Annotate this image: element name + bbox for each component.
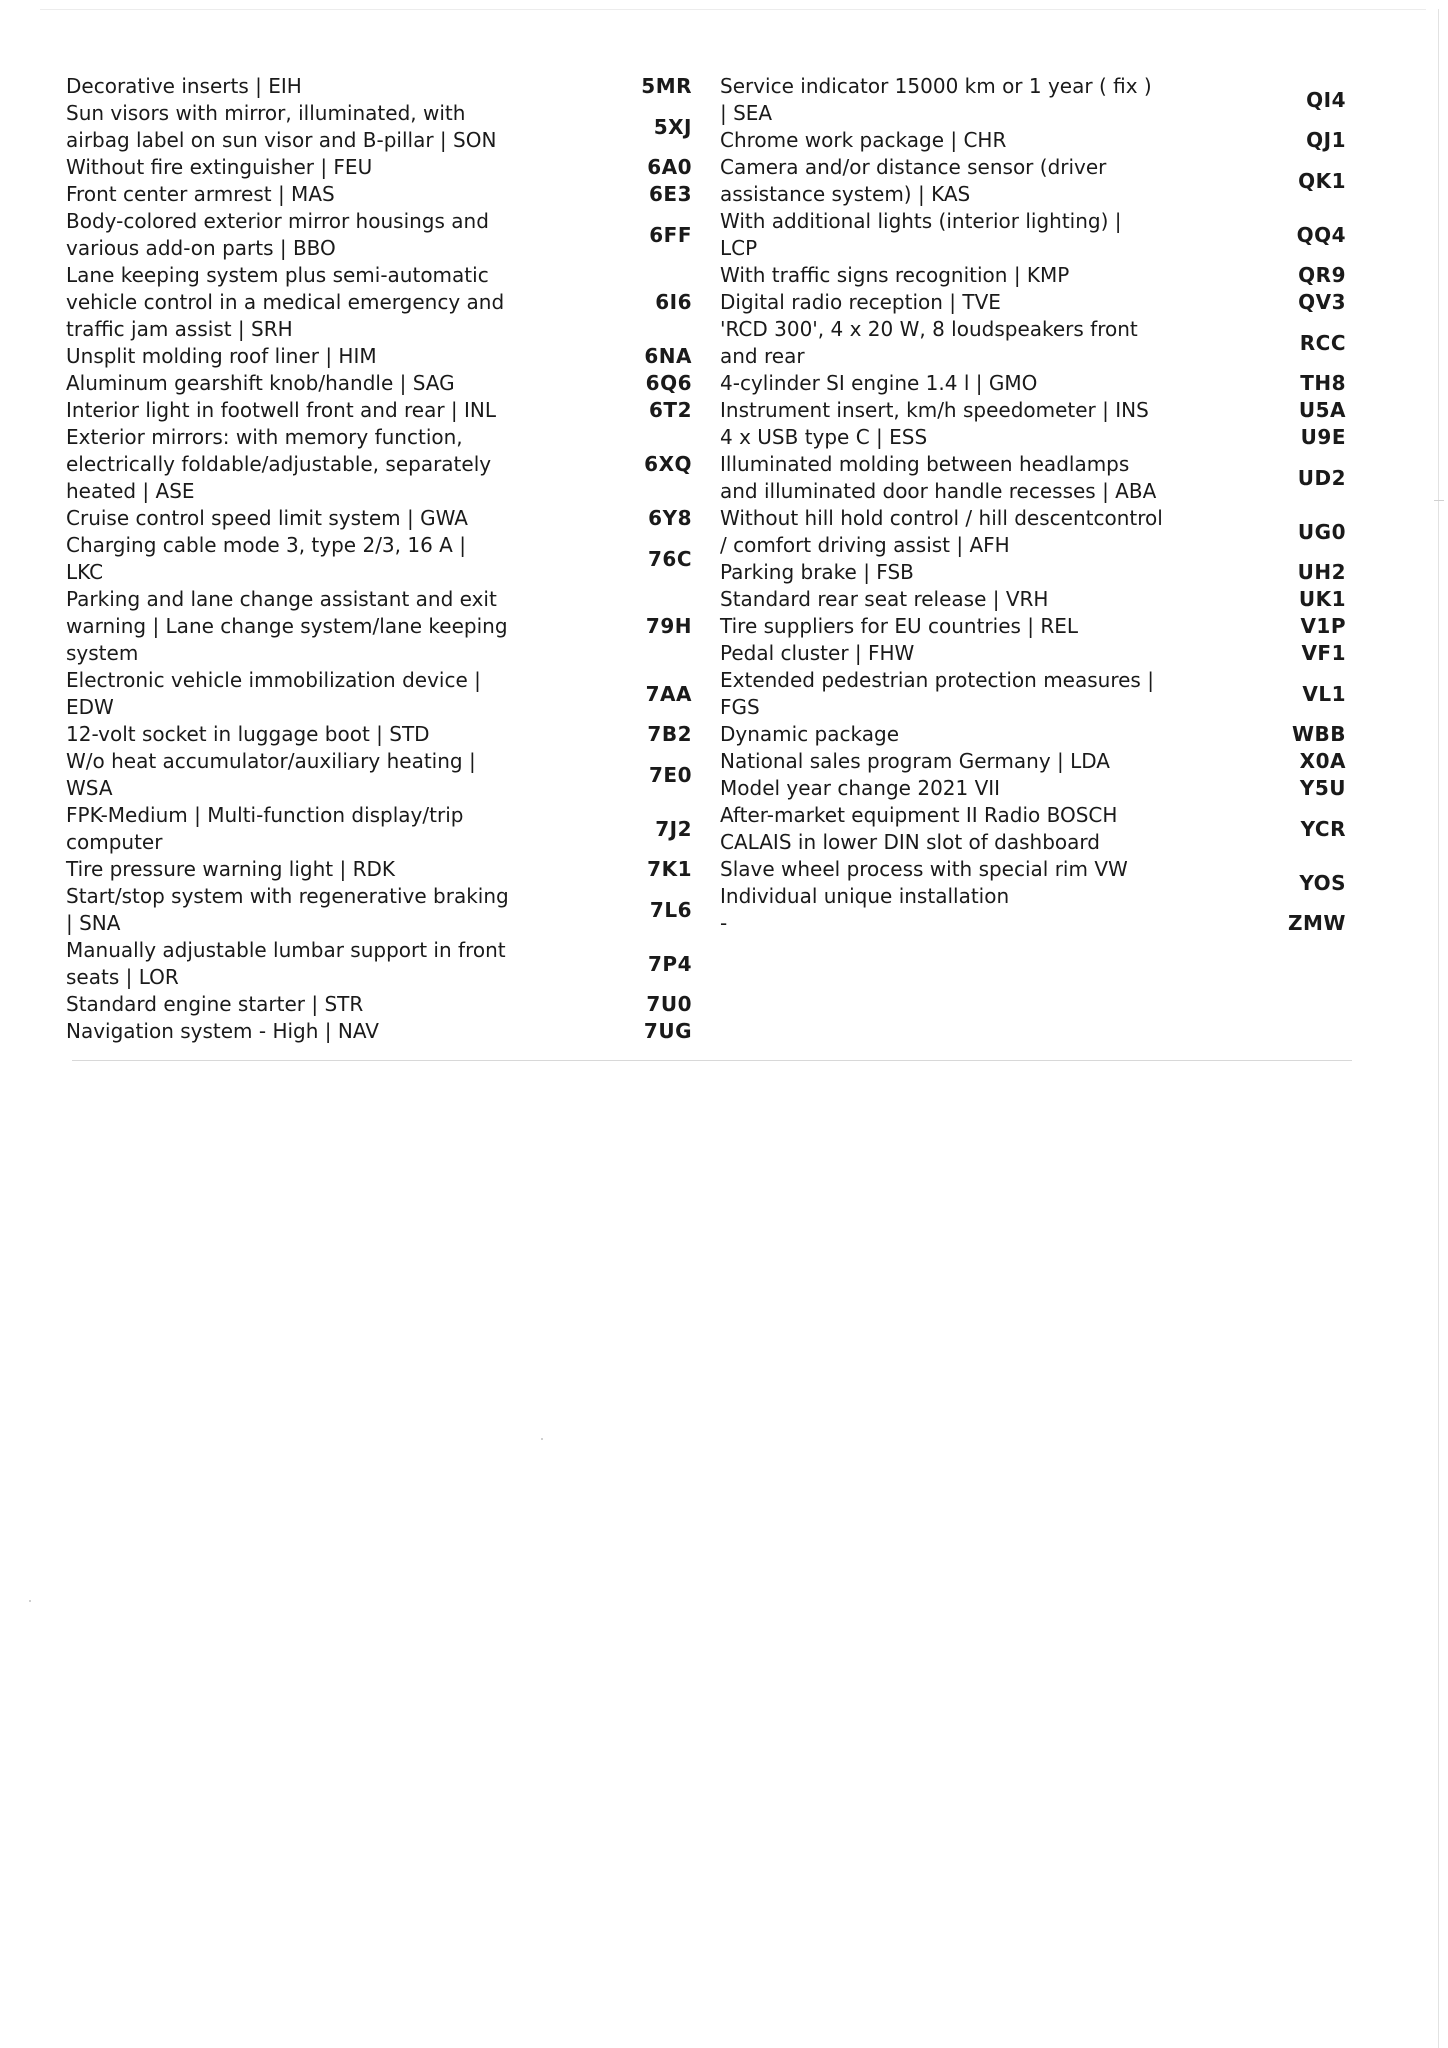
- equipment-description: Exterior mirrors: with memory function, electrically foldable/adjustable, separately heated | ASE: [66, 425, 492, 503]
- equipment-code: QV3: [1298, 290, 1346, 314]
- equipment-row: [66, 397, 692, 424]
- top-edge-line: [40, 9, 1426, 10]
- equipment-row: [66, 532, 692, 586]
- equipment-description: Without hill hold control / hill descentcontrol / comfort driving assist | AFH: [720, 506, 1163, 557]
- equipment-description: Instrument insert, km/h speedometer | INS: [720, 398, 1149, 422]
- equipment-description: Parking brake | FSB: [720, 560, 914, 584]
- equipment-code: 7E0: [649, 762, 692, 787]
- equipment-row: [720, 397, 1346, 424]
- equipment-description: Unsplit molding roof liner | HIM: [66, 344, 377, 368]
- equipment-description: Tire pressure warning light | RDK: [66, 857, 395, 881]
- equipment-description: Navigation system - High | NAV: [66, 1019, 379, 1043]
- equipment-description: W/o heat accumulator/auxiliary heating | WSA: [66, 749, 476, 800]
- equipment-description: Digital radio reception | TVE: [720, 290, 1001, 314]
- left-equipment-column: [66, 73, 692, 1045]
- equipment-row: [720, 559, 1346, 586]
- equipment-description: Electronic vehicle immobilization device | EDW: [66, 668, 481, 719]
- equipment-description: Without fire extinguisher | FEU: [66, 155, 373, 179]
- equipment-code: 7U0: [646, 992, 692, 1016]
- equipment-description: Decorative inserts | EIH: [66, 74, 302, 98]
- equipment-code: 7J2: [655, 816, 692, 841]
- equipment-code: YCR: [1300, 816, 1346, 841]
- equipment-row: [720, 586, 1346, 613]
- equipment-code: QR9: [1298, 263, 1346, 287]
- right-edge-line: [1438, 9, 1439, 2048]
- equipment-row: [66, 154, 692, 181]
- equipment-row: [720, 667, 1346, 721]
- equipment-description: Standard engine starter | STR: [66, 992, 364, 1016]
- equipment-row: [66, 856, 692, 883]
- equipment-description: Chrome work package | CHR: [720, 128, 1007, 152]
- equipment-description: 4 x USB type C | ESS: [720, 425, 928, 449]
- equipment-row: [66, 343, 692, 370]
- equipment-description: Illuminated molding between headlamps and illuminated door handle recesses | ABA: [720, 452, 1157, 503]
- equipment-code: UD2: [1297, 465, 1346, 490]
- equipment-code: 7L6: [649, 897, 692, 922]
- equipment-code: 76C: [647, 546, 692, 571]
- equipment-code: V1P: [1300, 614, 1346, 638]
- equipment-row: [720, 370, 1346, 397]
- equipment-row: [720, 910, 1346, 937]
- equipment-code: QQ4: [1296, 222, 1346, 247]
- equipment-description: 4-cylinder SI engine 1.4 l | GMO: [720, 371, 1038, 395]
- equipment-description: After-market equipment II Radio BOSCH CALAIS in lower DIN slot of dashboard: [720, 803, 1118, 854]
- equipment-code: 6Q6: [645, 371, 692, 395]
- equipment-row: [720, 316, 1346, 370]
- equipment-row: [66, 505, 692, 532]
- equipment-row: [66, 883, 692, 937]
- scan-speck: [541, 1438, 543, 1440]
- equipment-code: VL1: [1302, 681, 1346, 706]
- equipment-row: [720, 127, 1346, 154]
- right-equipment-column: [720, 73, 1346, 937]
- equipment-code: 6NA: [644, 344, 692, 368]
- equipment-description: Dynamic package: [720, 722, 899, 746]
- scan-speck: [29, 1600, 31, 1602]
- equipment-description: -: [720, 911, 728, 935]
- equipment-description: Start/stop system with regenerative braking | SNA: [66, 884, 509, 935]
- equipment-code: QJ1: [1306, 128, 1346, 152]
- equipment-code: 6I6: [655, 290, 692, 314]
- equipment-row: [720, 775, 1346, 802]
- equipment-row: [66, 100, 692, 154]
- equipment-code: 79H: [645, 614, 692, 638]
- equipment-row: [66, 667, 692, 721]
- equipment-description: Standard rear seat release | VRH: [720, 587, 1049, 611]
- equipment-row: [66, 73, 692, 100]
- equipment-description: Extended pedestrian protection measures | FGS: [720, 668, 1154, 719]
- equipment-description: Parking and lane change assistant and exit warning | Lane change system/lane keeping system: [66, 587, 508, 665]
- equipment-description: 12-volt socket in luggage boot | STD: [66, 722, 430, 746]
- equipment-row: [66, 937, 692, 991]
- equipment-row: [720, 73, 1346, 127]
- equipment-row: [66, 748, 692, 802]
- equipment-description: Service indicator 15000 km or 1 year ( fix ) | SEA: [720, 74, 1152, 125]
- equipment-code: U9E: [1300, 425, 1346, 449]
- equipment-code: 7AA: [645, 681, 692, 706]
- equipment-description: Aluminum gearshift knob/handle | SAG: [66, 371, 455, 395]
- equipment-row: [720, 640, 1346, 667]
- equipment-description: Manually adjustable lumbar support in front seats | LOR: [66, 938, 506, 989]
- equipment-row: [66, 262, 692, 343]
- equipment-code: 6FF: [649, 222, 692, 247]
- equipment-code: 5MR: [641, 74, 692, 98]
- equipment-row: [720, 262, 1346, 289]
- equipment-description: Sun visors with mirror, illuminated, with airbag label on sun visor and B-pillar | SON: [66, 101, 497, 152]
- equipment-row: [720, 424, 1346, 451]
- equipment-row: [720, 856, 1346, 910]
- equipment-code: 6XQ: [644, 452, 692, 476]
- equipment-code: UH2: [1297, 560, 1346, 584]
- equipment-row: [720, 154, 1346, 208]
- equipment-description: Front center armrest | MAS: [66, 182, 335, 206]
- equipment-description: Charging cable mode 3, type 2/3, 16 A | LKC: [66, 533, 466, 584]
- equipment-row: [66, 991, 692, 1018]
- equipment-code: 7B2: [647, 722, 692, 746]
- equipment-row: [720, 721, 1346, 748]
- equipment-row: [66, 208, 692, 262]
- equipment-code: UK1: [1298, 587, 1346, 611]
- equipment-row: [720, 748, 1346, 775]
- equipment-description: Slave wheel process with special rim VW Individual unique installation: [720, 857, 1128, 908]
- equipment-code: 6A0: [647, 155, 692, 179]
- equipment-code: UG0: [1297, 519, 1346, 544]
- equipment-code: VF1: [1301, 641, 1346, 665]
- equipment-code: YOS: [1299, 870, 1346, 895]
- equipment-description: Model year change 2021 VII: [720, 776, 1001, 800]
- equipment-code: Y5U: [1299, 776, 1346, 800]
- equipment-description: Pedal cluster | FHW: [720, 641, 915, 665]
- equipment-row: [66, 586, 692, 667]
- equipment-row: [720, 802, 1346, 856]
- equipment-code: 6T2: [649, 398, 692, 422]
- equipment-row: [66, 424, 692, 505]
- equipment-description: Camera and/or distance sensor (driver assistance system) | KAS: [720, 155, 1107, 206]
- equipment-description: Lane keeping system plus semi-automatic vehicle control in a medical emergency and traffic jam assist | SRH: [66, 263, 505, 341]
- equipment-code: QI4: [1306, 87, 1346, 112]
- equipment-description: Cruise control speed limit system | GWA: [66, 506, 468, 530]
- equipment-row: [720, 208, 1346, 262]
- equipment-code: 7UG: [643, 1019, 692, 1043]
- equipment-code: 7P4: [648, 951, 692, 976]
- equipment-code: 6Y8: [648, 506, 692, 530]
- equipment-description: 'RCD 300', 4 x 20 W, 8 loudspeakers front and rear: [720, 317, 1138, 368]
- equipment-description: Interior light in footwell front and rear | INL: [66, 398, 497, 422]
- equipment-code: WBB: [1291, 722, 1346, 746]
- equipment-description: Tire suppliers for EU countries | REL: [720, 614, 1079, 638]
- equipment-row: [66, 1018, 692, 1045]
- equipment-code: TH8: [1300, 371, 1346, 395]
- equipment-row: [720, 613, 1346, 640]
- equipment-row: [66, 370, 692, 397]
- equipment-code: 7K1: [647, 857, 692, 881]
- scan-speck: [1434, 500, 1444, 501]
- equipment-code: 5XJ: [653, 114, 692, 139]
- equipment-row: [66, 802, 692, 856]
- equipment-description: National sales program Germany | LDA: [720, 749, 1110, 773]
- equipment-row: [66, 721, 692, 748]
- equipment-row: [66, 181, 692, 208]
- equipment-code: 6E3: [649, 182, 692, 206]
- equipment-description: FPK-Medium | Multi-function display/trip computer: [66, 803, 464, 854]
- equipment-row: [720, 289, 1346, 316]
- equipment-description: Body-colored exterior mirror housings and various add-on parts | BBO: [66, 209, 489, 260]
- equipment-description: With traffic signs recognition | KMP: [720, 263, 1070, 287]
- equipment-code: QK1: [1298, 168, 1346, 193]
- equipment-description: With additional lights (interior lighting) | LCP: [720, 209, 1122, 260]
- equipment-code: X0A: [1299, 749, 1346, 773]
- equipment-code: RCC: [1299, 330, 1346, 355]
- equipment-code: U5A: [1298, 398, 1346, 422]
- equipment-row: [720, 505, 1346, 559]
- equipment-row: [720, 451, 1346, 505]
- section-divider: [72, 1060, 1352, 1061]
- equipment-code: ZMW: [1288, 911, 1346, 935]
